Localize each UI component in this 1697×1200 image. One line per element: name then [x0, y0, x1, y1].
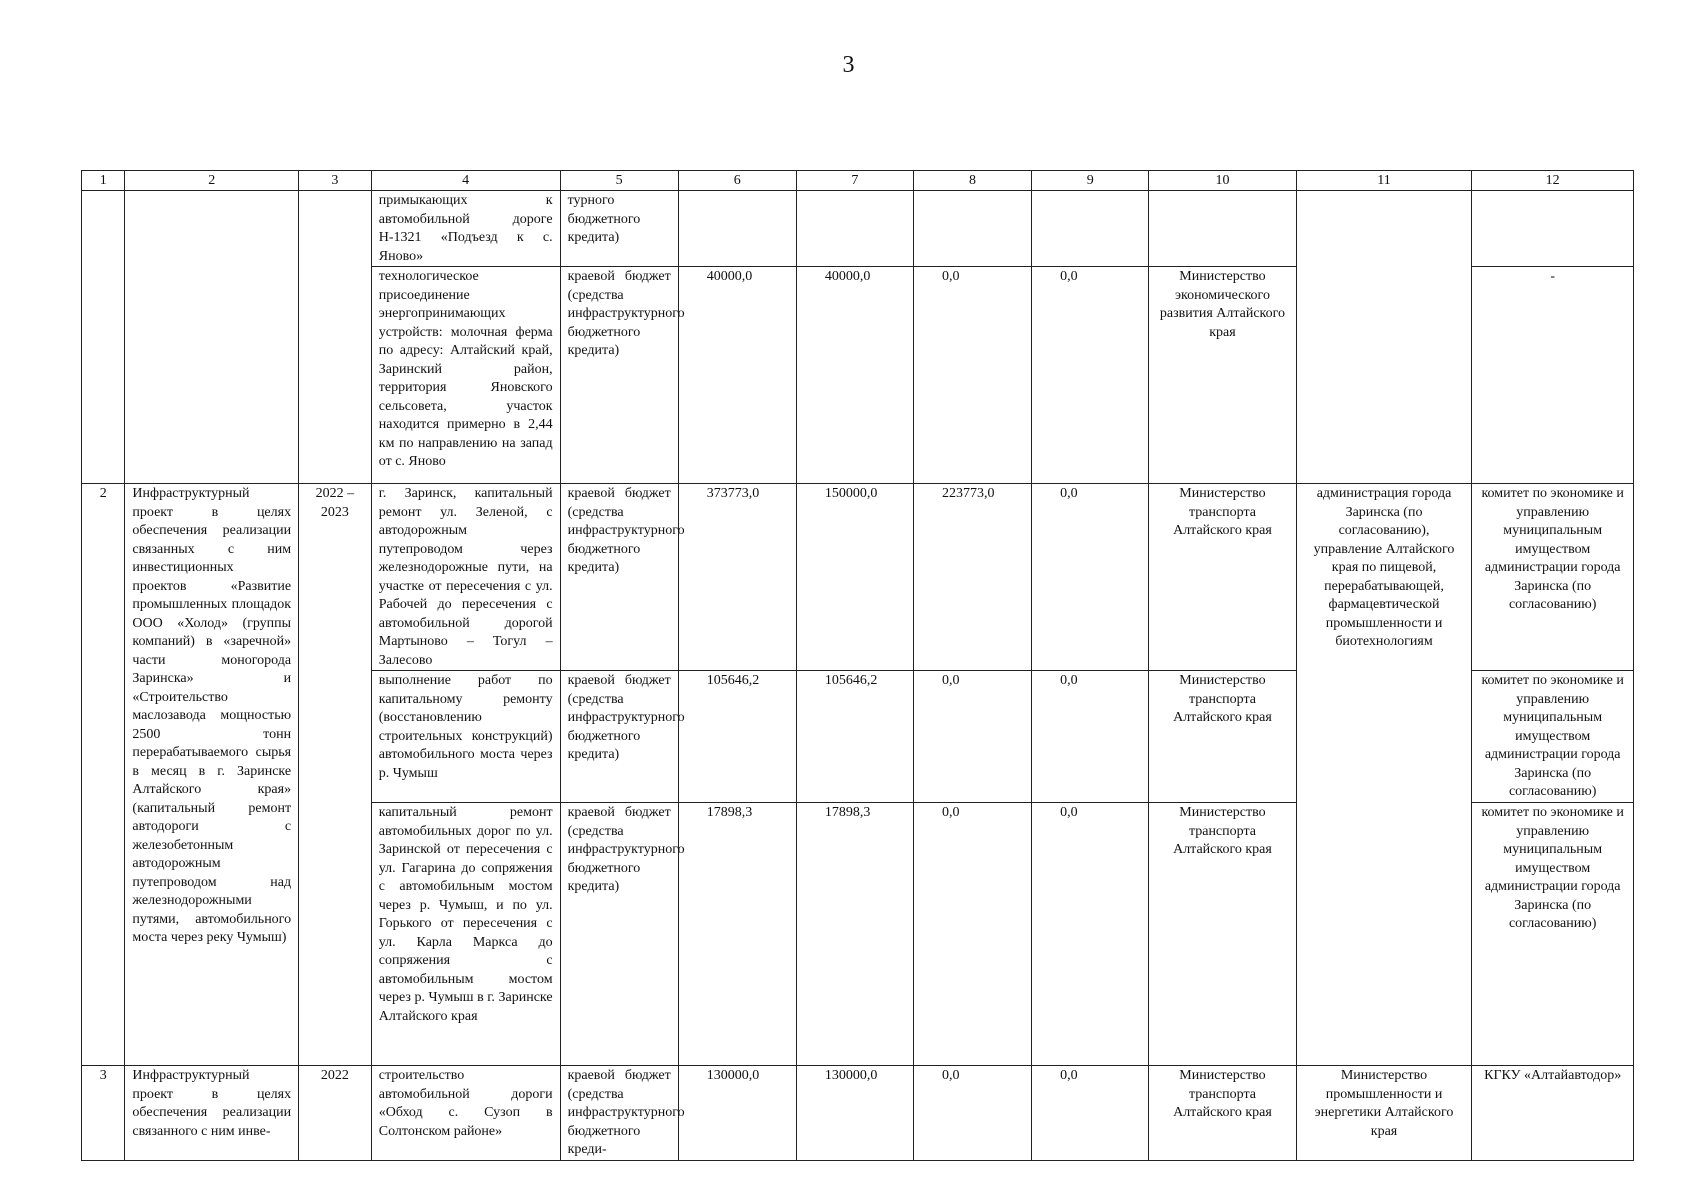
cell-year-3 [1032, 191, 1149, 267]
cell-responsible [1149, 191, 1296, 267]
header-col-3: 3 [299, 171, 372, 191]
cell-responsible: Министерство экономического развития Алтайского края [1149, 267, 1296, 484]
cell-year-2: 0,0 [913, 267, 1031, 484]
cell-source: краевой бюджет (средства инфраструктурного бюджетного кредита) [560, 484, 678, 671]
cell-source: краевой бюджет (средства инфраструктурного бюджетного кредита) [560, 671, 678, 803]
cell-total: 373773,0 [678, 484, 796, 671]
cell-years [299, 191, 372, 484]
header-col-9: 9 [1032, 171, 1149, 191]
header-col-10: 10 [1149, 171, 1296, 191]
cell-total: 17898,3 [678, 803, 796, 1066]
cell-year-1: 150000,0 [796, 484, 913, 671]
cell-year-1 [796, 191, 913, 267]
header-col-11: 11 [1296, 171, 1472, 191]
cell-col12: комитет по экономике и управлению муниципальным имуществом администрации города Заринска (по согласованию) [1472, 803, 1634, 1066]
cell-col12: комитет по экономике и управлению муниципальным имуществом администрации города Заринска (по согласованию) [1472, 671, 1634, 803]
cell-year-3: 0,0 [1032, 671, 1149, 803]
cell-number [82, 191, 125, 484]
cell-number: 3 [82, 1066, 125, 1161]
cell-total: 105646,2 [678, 671, 796, 803]
cell-year-2: 0,0 [913, 671, 1031, 803]
header-col-7: 7 [796, 171, 913, 191]
table-row [82, 484, 1634, 671]
cell-year-3: 0,0 [1032, 484, 1149, 671]
header-col-12: 12 [1472, 171, 1634, 191]
page-number: 3 [842, 52, 855, 78]
cell-year-2: 0,0 [913, 803, 1031, 1066]
cell-year-1: 130000,0 [796, 1066, 913, 1161]
header-col-8: 8 [913, 171, 1031, 191]
cell-description: примыкающих к автомобильной дороге Н-1321 «Подъезд к с. Яново» [371, 191, 560, 267]
cell-year-3: 0,0 [1032, 267, 1149, 484]
cell-project: Инфраструктурный проект в целях обеспечения реализации связанных с ним инвестиционных проектов «Развитие промышленных площадок ООО «Холод» (группы компаний) в «заречной» части моногорода Заринска» и «Строительство маслозавода мощностью 2500 тонн перерабатываемого сырья в месяц в г. Заринске Алтайского края» (капитальный ремонт автодороги с железобетонным автодорожным путепроводом над железнодорожными путями, автомобильного моста через реку Чумыш) [125, 484, 299, 1066]
cell-description: капитальный ремонт автомобильных дорог по ул. Заринской от пересечения с ул. Гагарина до сопряжения с автомобильным мостом через р. Чумыш, и по ул. Горького от пересечения с ул. Карла Маркса до сопряжения с автомобильным мостом через р. Чумыш в г. Заринске Алтайского края [371, 803, 560, 1066]
cell-project: Инфраструктурный проект в целях обеспечения реализации связанного с ним инве- [125, 1066, 299, 1161]
cell-year-3: 0,0 [1032, 803, 1149, 1066]
cell-year-2: 0,0 [913, 1066, 1031, 1161]
cell-project [125, 191, 299, 484]
cell-description: технологическое присоединение энергопринимающих устройств: молочная ферма по адресу: Алтайский край, Заринский район, территория Яновского сельсовета, участок находится примерно в 2,44 км по направлению на запад от с. Яново [371, 267, 560, 484]
cell-total: 130000,0 [678, 1066, 796, 1161]
cell-number: 2 [82, 484, 125, 1066]
cell-col12: КГКУ «Алтайавтодор» [1472, 1066, 1634, 1161]
header-col-4: 4 [371, 171, 560, 191]
cell-source: краевой бюджет (средства инфраструктурного бюджетного кредита) [560, 267, 678, 484]
cell-years: 2022 – 2023 [299, 484, 372, 1066]
cell-source: турного бюджетного кредита) [560, 191, 678, 267]
cell-description: выполнение работ по капитальному ремонту (восстановлению строительных конструкций) автомобильного моста через р. Чумыш [371, 671, 560, 803]
cell-col11: Министерство промышленности и энергетики Алтайского края [1296, 1066, 1472, 1161]
cell-description: г. Заринск, капитальный ремонт ул. Зеленой, с автодорожным путепроводом через железнодорожные пути, на участке от пересечения с ул. Рабочей до пересечения с автомобильной дорогой Мартыново – Тогул – Залесово [371, 484, 560, 671]
table-row [82, 1066, 1634, 1161]
header-row [82, 171, 1634, 191]
cell-year-2 [913, 191, 1031, 267]
header-col-5: 5 [560, 171, 678, 191]
cell-col12: - [1472, 267, 1634, 484]
program-table [81, 170, 1634, 1161]
cell-responsible: Министерство транспорта Алтайского края [1149, 484, 1296, 671]
cell-col12 [1472, 191, 1634, 267]
cell-year-1: 105646,2 [796, 671, 913, 803]
cell-year-2: 223773,0 [913, 484, 1031, 671]
cell-col11 [1296, 191, 1472, 484]
table-row [82, 191, 1634, 267]
cell-total [678, 191, 796, 267]
cell-source: краевой бюджет (средства инфраструктурного бюджетного кредита) [560, 803, 678, 1066]
cell-description: строительство автомобильной дороги «Обход с. Сузоп в Солтонском районе» [371, 1066, 560, 1161]
cell-total: 40000,0 [678, 267, 796, 484]
cell-col11: администрация города Заринска (по согласованию), управление Алтайского края по пищевой, перерабатывающей, фармацевтической промышленности и биотехнологиям [1296, 484, 1472, 1066]
header-col-2: 2 [125, 171, 299, 191]
cell-col12: комитет по экономике и управлению муниципальным имуществом администрации города Заринска (по согласованию) [1472, 484, 1634, 671]
cell-year-3: 0,0 [1032, 1066, 1149, 1161]
cell-year-1: 17898,3 [796, 803, 913, 1066]
cell-year-1: 40000,0 [796, 267, 913, 484]
header-col-6: 6 [678, 171, 796, 191]
cell-responsible: Министерство транспорта Алтайского края [1149, 1066, 1296, 1161]
cell-responsible: Министерство транспорта Алтайского края [1149, 803, 1296, 1066]
cell-source: краевой бюджет (средства инфраструктурного бюджетного креди- [560, 1066, 678, 1161]
cell-responsible: Министерство транспорта Алтайского края [1149, 671, 1296, 803]
header-col-1: 1 [82, 171, 125, 191]
cell-years: 2022 [299, 1066, 372, 1161]
